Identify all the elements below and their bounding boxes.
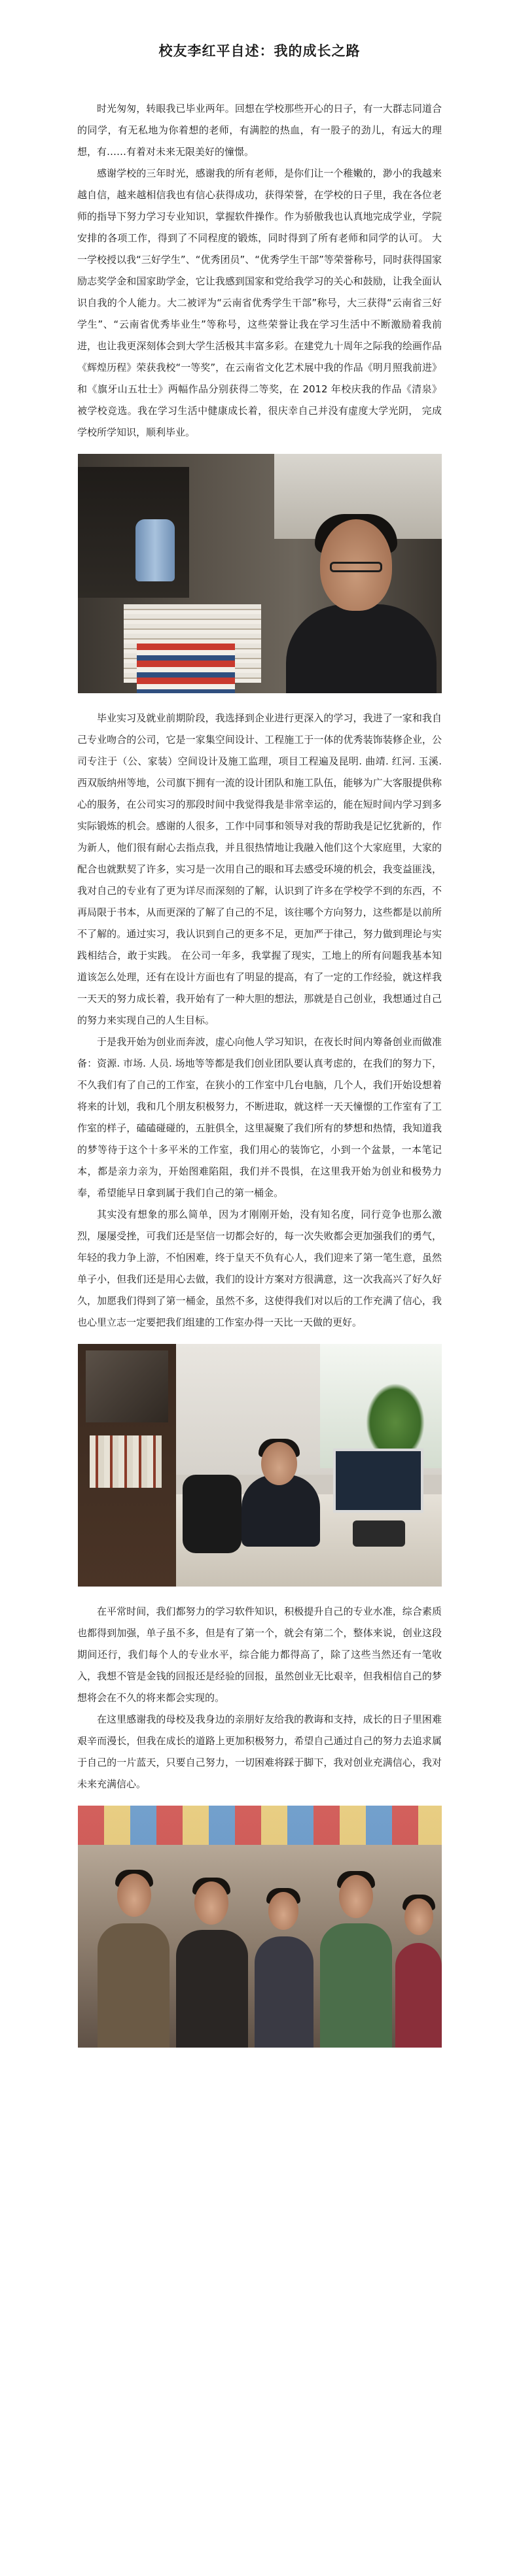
article-paragraph: 在平常时间，我们都努力的学习软件知识，积极提升自己的专业水准，综合素质也都得到加强，单子虽不多，但是有了第一个，就会有第二个，整体来说，创业这段期间还行，我们每个人的专业水平，综合能力都得高了，除了这些当然还有一笔收入，我想不管是金钱的回报还是经验的回报，虽然创业无比艰辛，但我相信自己的梦想将会在不久的将来都会实现的。 (77, 1606, 442, 1704)
article-title: 校友李红平自述：我的成长之路 (158, 43, 361, 59)
photo-student-at-desk (78, 454, 442, 693)
photo-office-studio (78, 1344, 442, 1587)
article-paragraph: 于是我开始为创业而奔波，虚心向他人学习知识，在夜长时间内筹备创业而做准备：资源. 市场. 人员. 场地等等都是我们创业团队要认真考虑的，在我们的努力下，不久我们有了自己的工作室，在狭小的工作室中几台电脑，几个人，我们开始设想着将来的计划，我和几个朋友积极努力，不断进取，就这样一天天憧憬的工作室有了工作室的样子，磕磕碰碰的，五脏俱全，这里凝聚了我们所有的梦想和热情，我知道我的梦等待于这个十多平米的工作室，我们用心的装饰它，小到一个盆景，一本笔记本，都是亲力亲为，开始图难陷阻，我们并不畏惧，在这里我开始为创业和极势力奉，希望能早日拿到属于我们自己的第一桶金。 (77, 1036, 442, 1199)
article-paragraph: 其实没有想象的那么简单，因为才刚刚开始，没有知名度，同行竞争也那么激烈，屡屡受挫，可我们还是坚信一切都会好的，每一次失败都会更加强我们的勇气，年轻的我力争上游，不怕困难，终于皇天不负有心人，我们迎来了第一笔生意，虽然单子小，但我们还是用心去做，我们的设计方案对方很满意，这一次我高兴了好久好久，加愿我们得到了第一桶金，虽然不多，这使得我们对以后的工作充满了信心，我也心里立志一定要把我们组建的工作室办得一天比一天做的更好。 (77, 1209, 442, 1328)
article-paragraph: 时光匆匆，转眼我已毕业两年。回想在学校那些开心的日子，有一大群志同道合的同学，有无私地为你着想的老师，有满腔的热血，有一股子的劲儿，有远大的理想，有……有着对未来无限美好的憧憬。 (77, 103, 442, 158)
article-paragraph: 感谢学校的三年时光，感谢我的所有老师，是你们让一个稚嫩的，渺小的我越来越自信，越来越相信我也有信心获得成功，获得荣誉，在学校的日子里，我在各位老师的指导下努力学习专业知识，掌握软件操作。作为骄傲我也认真地完成学业，学院安排的各项工作，得到了不同程度的锻炼，同时得到了所有老师和同学的认可。 大一学校授以我“三好学生”、“优秀团员”、“优秀学生干部”等荣誉称号，同时获得国家励志奖学金和国家助学金，它让我感到国家和党给我学习的关心和鼓励，让我全面认识自我的个人能力。大二被评为“云南省优秀学生干部”称号，大三获得“云南省三好学生”、“云南省优秀毕业生”等称号，这些荣誉让我在学习生活中不断激励着我前进，也让我更深刻体会到大学生活极其丰富多彩。在建党九十周年之际我的绘画作品《辉煌历程》荣获我校“一等奖”，在云南省文化艺术展中我的作品《明月照我前进》和《旗牙山五壮士》两幅作品分别获得二等奖，在 2012 年校庆我的作品《清泉》被学校竞选。我在学习生活中健康成长着，很庆幸自己并没有虚度大学光阴， 完成学校所学知识，顺利毕业。 (77, 167, 442, 438)
article-paragraph: 在这里感谢我的母校及我身边的亲朋好友给我的教诲和支持，成长的日子里困难艰辛而漫长，但我在成长的道路上更加积极努力，希望自己通过自己的努力去追求属于自己的一片蓝天，只要自己努力，一切困难将踩于脚下，我对创业充满信心，我对未来充满信心。 (77, 1713, 442, 1790)
photo-group (78, 1806, 442, 2048)
article-paragraph: 毕业实习及就业前期阶段，我选择到企业进行更深入的学习，我进了一家和我自己专业吻合的公司，它是一家集空间设计、工程施工于一体的优秀装饰装修企业，公司专注于（公、家装）空间设计及施工监理，项目工程遍及昆明. 曲靖. 红河. 玉溪. 西双版纳州等地，公司旗下拥有一流的设计团队和施工队伍，能够为广大客服提供称心的服务，在公司实习的那段时间中我觉得我是非常幸运的，能在短时间内学习到多实际锻炼的机会。感谢的人很多，工作中同事和领导对我的帮助我是记忆犹新的，作为新人，他们很有耐心去指点我，并且很热情地让我融入他们这个大家庭里，大家的配合也就默契了许多，实习是一次用自己的眼和耳去感受环境的机会，我变益匪浅，我对自己的专业有了更为详尽而深刻的了解，认识到了许多在学校学不到的东西，不再局限于书本，从而更深的了解了自己的不足，该往哪个方向努力，这些都是以前所不了解的。通过实习，我认识到自己的更多不足，更加严于律己，努力做到理论与实践相结合，敢于实践。 在公司一年多，我掌握了现实，工地上的所有问题我基本知道该怎么处理，还有在设计方面也有了明显的提高，有了一定的工作经验，就这样我一天天的努力成长着，我开始有了一种大胆的想法，那就是自己创业，我想通过自己的努力来实现自己的人生目标。 (77, 712, 442, 1026)
